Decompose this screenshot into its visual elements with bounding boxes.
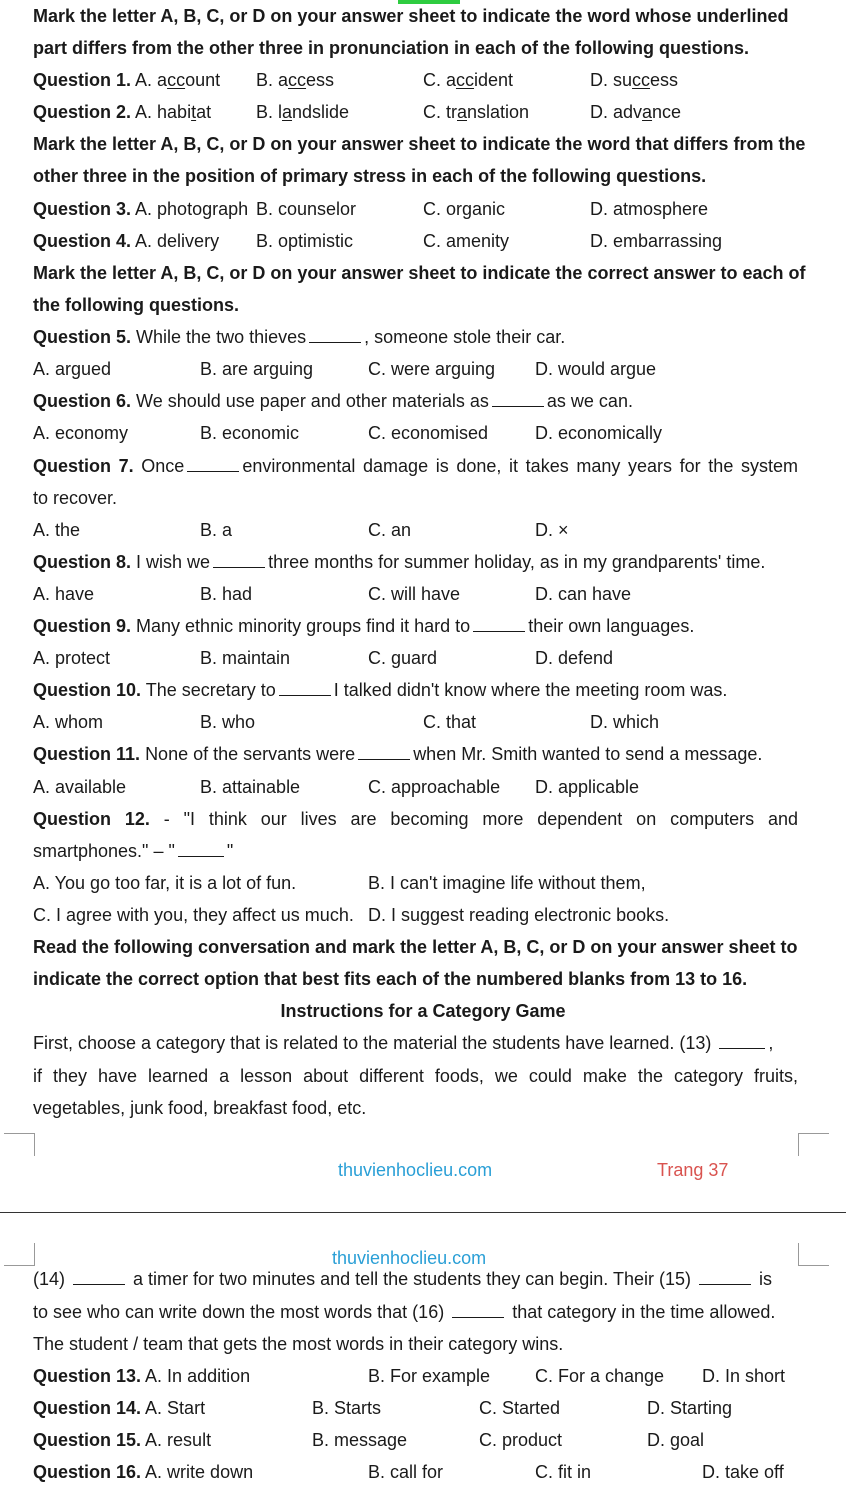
q8-option-c: C. will have — [368, 584, 461, 604]
q6-option-d: D. economically — [535, 423, 663, 443]
q2-row — [33, 100, 211, 124]
passage-line2: if they have learned a lesson about different foods, we could make the category fruits, — [33, 1066, 798, 1086]
q5-stem: Question 5. While the two thieves , someone stole their car. — [33, 327, 566, 347]
q14-option-b: B. Starts — [312, 1398, 382, 1418]
q7-option-d: D. × — [535, 520, 569, 540]
q2-option-a: A. habitat — [135, 102, 212, 122]
question-label: Question 3. — [33, 199, 132, 219]
passage-line4: (14) a timer for two minutes and tell the students they can begin. Their (15) is — [33, 1269, 773, 1289]
q16-option-c: C. fit in — [535, 1462, 592, 1482]
q14-option-d: D. Starting — [647, 1398, 733, 1418]
question-label: Question 4. — [33, 231, 132, 251]
q4-option-c: C. amenity — [423, 231, 510, 251]
q7-option-a: A. the — [33, 520, 81, 540]
q8-option-d: D. can have — [535, 584, 632, 604]
answer-blank — [492, 390, 544, 407]
answer-blank — [178, 840, 224, 857]
q12-option-a: A. You go too far, it is a lot of fun. — [33, 873, 297, 893]
q1-option-d: D. success — [590, 70, 679, 90]
q1-row — [33, 68, 220, 92]
q6-option-b: B. economic — [200, 423, 300, 443]
page-number: Trang 37 — [657, 1160, 729, 1180]
q13-option-b: B. For example — [368, 1366, 491, 1386]
answer-blank — [699, 1268, 751, 1285]
q8-option-a: A. have — [33, 584, 95, 604]
question-label: Question 13. — [33, 1366, 142, 1386]
section4-line1: Read the following conversation and mark the letter A, B, C, or D on your answer sheet to — [33, 937, 798, 957]
section2-line1: Mark the letter A, B, C, or D on your answer sheet to indicate the word that differs from the — [33, 134, 806, 154]
question-label: Question 2. — [33, 102, 132, 122]
q12-option-b: B. I can't imagine life without them, — [368, 873, 646, 893]
q2-option-d: D. advance — [590, 102, 682, 122]
q16-option-d: D. take off — [702, 1462, 784, 1482]
q14-row — [33, 1396, 205, 1420]
q4-option-a: A. delivery — [135, 231, 220, 251]
section3-line1: Mark the letter A, B, C, or D on your answer sheet to indicate the correct answer to each of — [33, 263, 806, 283]
q12-stem-cont: smartphones." – " " — [33, 841, 234, 861]
q15-option-d: D. goal — [647, 1430, 705, 1450]
q16-row — [33, 1460, 253, 1484]
q13-option-c: C. For a change — [535, 1366, 665, 1386]
q11-option-a: A. available — [33, 777, 127, 797]
passage-line6: The student / team that gets the most words in their category wins. — [33, 1334, 564, 1354]
q11-option-d: D. applicable — [535, 777, 640, 797]
q16-option-b: B. call for — [368, 1462, 444, 1482]
q3-option-c: C. organic — [423, 199, 506, 219]
question-label: Question 16. — [33, 1462, 142, 1482]
footer-site-link[interactable]: thuvienhoclieu.com — [338, 1160, 493, 1180]
q5-option-d: D. would argue — [535, 359, 657, 379]
q4-option-d: D. embarrassing — [590, 231, 723, 251]
q12-stem: Question 12. - "I think our lives are becoming more dependent on computers and — [33, 809, 799, 829]
crop-mark — [798, 1133, 829, 1156]
answer-blank — [358, 743, 410, 760]
q1-option-b: B. access — [256, 70, 335, 90]
q10-option-b: B. who — [200, 712, 256, 732]
section2-line2: other three in the position of primary stress in each of the following questions. — [33, 166, 707, 186]
q7-stem: Question 7. Once environmental damage is done, it takes many years for the system — [33, 456, 798, 476]
q14-option-c: C. Started — [479, 1398, 561, 1418]
q13-option-a: A. In addition — [145, 1366, 251, 1386]
passage-line5: to see who can write down the most words that (16) that category in the time allowed. — [33, 1302, 776, 1322]
question-label: Question 1. — [33, 70, 132, 90]
question-label: Question 14. — [33, 1398, 142, 1418]
q7-stem-cont: to recover. — [33, 488, 118, 508]
passage-line1: First, choose a category that is related to the material the students have learned. (13) , — [33, 1033, 774, 1053]
q6-stem: Question 6. We should use paper and other materials as as we can. — [33, 391, 633, 411]
q15-option-c: C. product — [479, 1430, 563, 1450]
q15-row — [33, 1428, 211, 1452]
q3-option-a: A. photograph — [135, 199, 249, 219]
q11-option-b: B. attainable — [200, 777, 301, 797]
q11-stem: Question 11. None of the servants were when Mr. Smith wanted to send a message. — [33, 744, 763, 764]
q10-option-d: D. which — [590, 712, 660, 732]
q9-option-d: D. defend — [535, 648, 614, 668]
q1-option-a: A. account — [135, 70, 221, 90]
q7-option-b: B. a — [200, 520, 233, 540]
q9-option-a: A. protect — [33, 648, 111, 668]
q9-option-c: C. guard — [368, 648, 438, 668]
section1-line1: Mark the letter A, B, C, or D on your answer sheet to indicate the word whose underlined — [33, 6, 789, 26]
q3-row — [33, 197, 248, 221]
answer-blank — [187, 455, 239, 472]
answer-blank — [279, 679, 331, 696]
passage-title: Instructions for a Category Game — [280, 1001, 566, 1021]
q3-option-b: B. counselor — [256, 199, 357, 219]
q1-option-c: C. accident — [423, 70, 514, 90]
q7-option-c: C. an — [368, 520, 412, 540]
q5-option-a: A. argued — [33, 359, 112, 379]
section4-line2: indicate the correct option that best fits each of the numbered blanks from 13 to 16. — [33, 969, 748, 989]
q12-option-d: D. I suggest reading electronic books. — [368, 905, 670, 925]
q13-row — [33, 1364, 250, 1388]
crop-mark — [4, 1243, 35, 1266]
q5-option-c: C. were arguing — [368, 359, 496, 379]
q9-stem: Question 9. Many ethnic minority groups find it hard to their own languages. — [33, 616, 695, 636]
question-label: Question 15. — [33, 1430, 142, 1450]
q9-option-b: B. maintain — [200, 648, 291, 668]
q4-row — [33, 229, 219, 253]
q6-option-a: A. economy — [33, 423, 129, 443]
answer-blank — [452, 1301, 504, 1318]
page-divider — [0, 1212, 846, 1213]
header-site-link[interactable]: thuvienhoclieu.com — [332, 1248, 487, 1268]
section1-line2: part differs from the other three in pronunciation in each of the following questions. — [33, 38, 750, 58]
answer-blank — [73, 1268, 125, 1285]
answer-blank — [213, 551, 265, 568]
q11-option-c: C. approachable — [368, 777, 501, 797]
q15-option-a: A. result — [145, 1430, 212, 1450]
crop-mark — [4, 1133, 35, 1156]
q8-option-b: B. had — [200, 584, 253, 604]
crop-mark — [798, 1243, 829, 1266]
q5-option-b: B. are arguing — [200, 359, 314, 379]
q2-option-c: C. translation — [423, 102, 530, 122]
q6-option-c: C. economised — [368, 423, 489, 443]
q3-option-d: D. atmosphere — [590, 199, 709, 219]
q12-option-c: C. I agree with you, they affect us much. — [33, 905, 354, 925]
q10-option-a: A. whom — [33, 712, 104, 732]
answer-blank — [719, 1032, 765, 1049]
answer-blank — [309, 326, 361, 343]
q16-option-a: A. write down — [145, 1462, 254, 1482]
q14-option-a: A. Start — [145, 1398, 206, 1418]
q8-stem: Question 8. I wish we three months for summer holiday, as in my grandparents' time. — [33, 552, 766, 572]
q10-stem: Question 10. The secretary to I talked didn't know where the meeting room was. — [33, 680, 728, 700]
q2-option-b: B. landslide — [256, 102, 350, 122]
section3-line2: the following questions. — [33, 295, 239, 315]
q4-option-b: B. optimistic — [256, 231, 354, 251]
answer-blank — [473, 615, 525, 632]
q10-option-c: C. that — [423, 712, 477, 732]
q15-option-b: B. message — [312, 1430, 408, 1450]
q13-option-d: D. In short — [702, 1366, 786, 1386]
passage-line3: vegetables, junk food, breakfast food, etc. — [33, 1098, 367, 1118]
